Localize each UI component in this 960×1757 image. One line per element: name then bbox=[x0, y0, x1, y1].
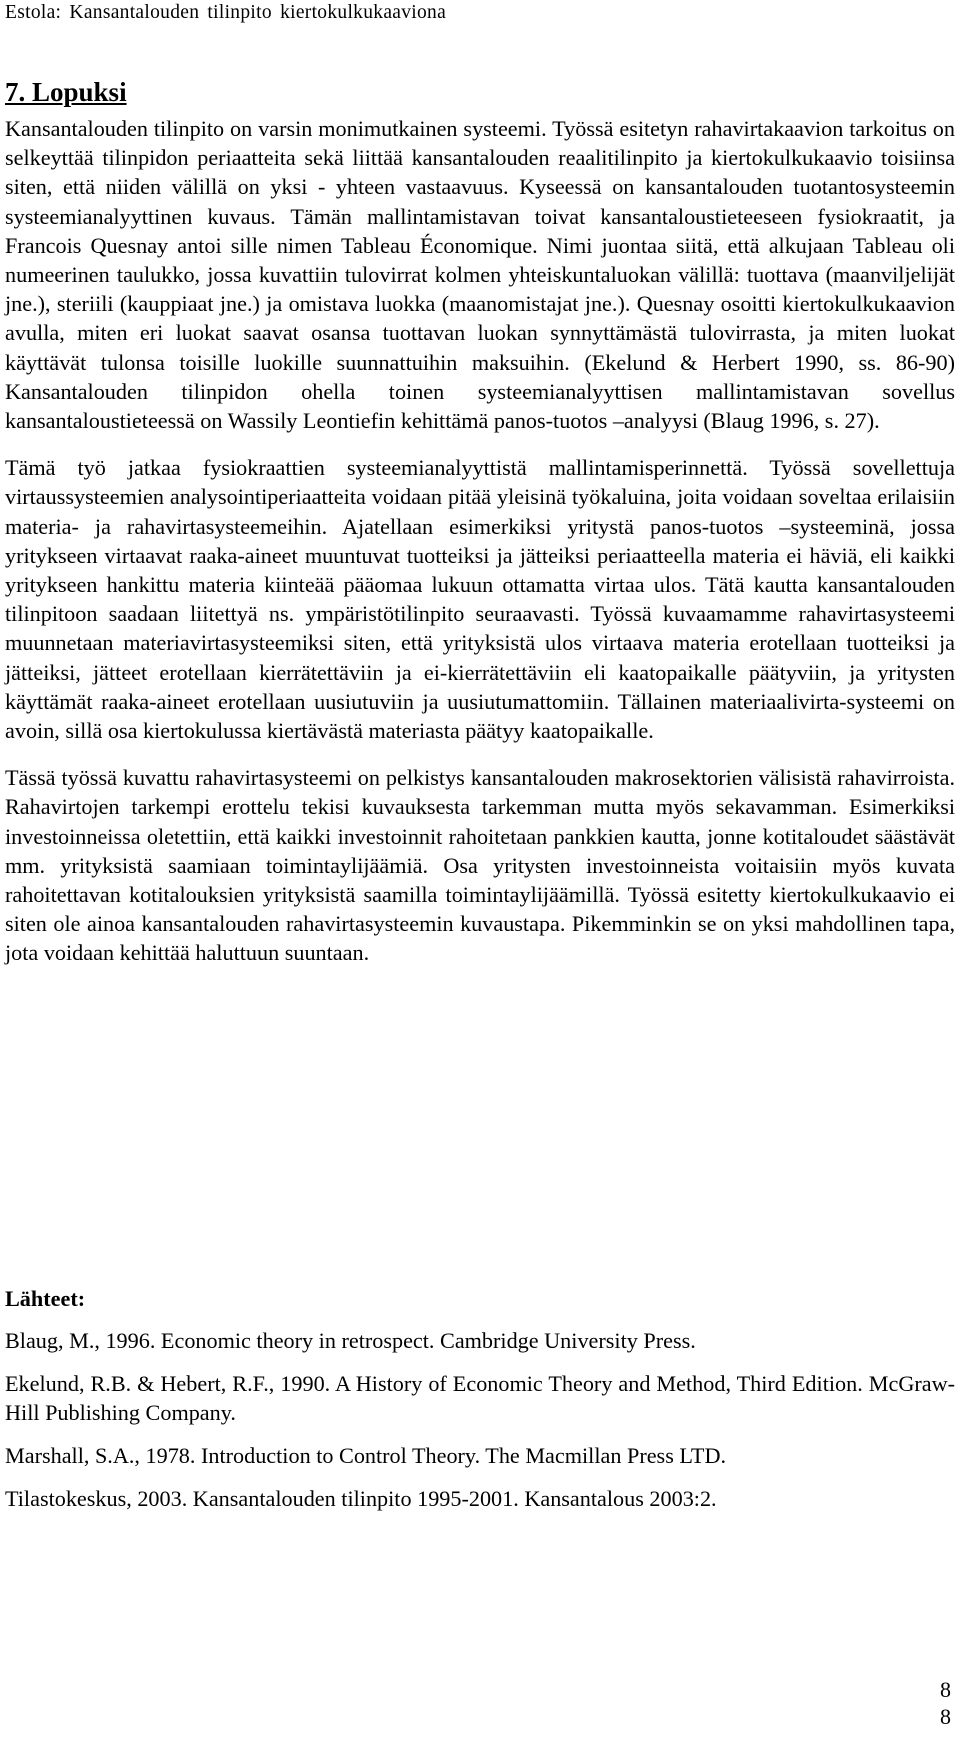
paragraph-physiocrats: Tämä työ jatkaa fysiokraattien systeemianalyyttistä mallintamisperinnettä. Työssä sovellettuja virtaussysteemien analysointiperiaatteita voidaan pitää yleisinä työkaluina, joita voidaan soveltaa erilaisiin materia- ja rahavirtasysteemeihin. Ajatellaan esimerkiksi yritystä panos-tuotos –systeeminä, jossa yritykseen virtaavat raaka-aineet muuntuvat tuotteiksi ja jätteiksi periaatteella materia ei häviä, eli kaikki yritykseen hankittu materia kiinteää pääomaa lukuun ottamatta virtaa ulos. Tätä kautta kansantalouden tilinpitoon saadaan liitettyä ns. ympäristötilinpito seuraavasti. Työssä kuvaamamme rahavirtasysteemi muunnetaan materiavirtasysteemiksi siten, että yrityksistä ulos virtaava materia erotellaan tuotteiksi ja jätteiksi, jätteet erotellaan kierrätettäviin ja ei-kierrätettäviin eli kaatopaikalle päätyviin, ja yritysten käyttämät raaka-aineet erotellaan uusiutuviin ja uusiutumattomiin. Tällainen materiaalivirta-systeemi on avoin, sillä osa kiertokulussa kiertävästä materiasta päätyy kaatopaikalle. bbox=[5, 455, 955, 744]
paragraph-intro: Kansantalouden tilinpito on varsin monimutkainen systeemi. Työssä esitetyn rahavirtakaavion tarkoitus on selkeyttää tilinpidon periaatteita sekä liittää kansantalouden reaalitilinpito ja kiertokulkukaavio toisiinsa siten, että niiden välillä on yksi - yhteen vastaavuus. Kyseessä on kansantalouden tuotantosysteemin systeemianalyyttinen kuvaus. Tämän mallintamistavan toivat kansantaloustieteeseen fysiokraatit, ja Francois Quesnay antoi sille nimen Tableau Économique. Nimi juontaa siitä, että alkujaan Tableau oli numeerinen taulukko, jossa kuvattiin tulovirrat kolmen yhteiskuntaluokan välillä: tuottava (maanviljelijät jne.), steriili (kauppiaat jne.) ja omistava luokka (maanomistajat jne.). Quesnay osoitti kiertokulkukaavion avulla, miten eri luokat saavat osansa tuottavan luokan synnyttämästä tulovirrasta, ja miten luokat käyttävät tulonsa toisille luokille suunnattuihin maksuihin. (Ekelund & Herbert 1990, ss. 86-90) Kansantalouden tilinpidon ohella toinen systeemianalyyttisen mallintamistavan sovellus kansantaloustieteessä on Wassily Leontiefin kehittämä panos-tuotos –analyysi (Blaug 1996, s. 27). bbox=[5, 116, 955, 434]
references-section bbox=[5, 1284, 955, 1527]
reference-item: Tilastokeskus, 2003. Kansantalouden tilinpito 1995-2001. Kansantalous 2003:2. bbox=[5, 1486, 717, 1511]
reference-item: Blaug, M., 1996. Economic theory in retrospect. Cambridge University Press. bbox=[5, 1328, 696, 1353]
chapter-heading: 7. Lopuksi bbox=[5, 77, 127, 107]
reference-item: Ekelund, R.B. & Hebert, R.F., 1990. A History of Economic Theory and Method, Third Edition. McGraw-Hill Publishing Company. bbox=[5, 1371, 955, 1425]
page-number-lower: 8 bbox=[940, 1704, 951, 1729]
reference-item: Marshall, S.A., 1978. Introduction to Control Theory. The Macmillan Press LTD. bbox=[5, 1443, 727, 1468]
page-number bbox=[940, 1676, 951, 1730]
page-number-upper: 8 bbox=[940, 1677, 951, 1702]
paragraph-simplification: Tässä työssä kuvattu rahavirtasysteemi on pelkistys kansantalouden makrosektorien välisistä rahavirroista. Rahavirtojen tarkempi erottelu tekisi kuvauksesta tarkemman mutta myös sekavamman. Esimerkiksi investoinneissa oletettiin, että kaikki investoinnit rahoitetaan pankkien kautta, jonne kotitaloudet säästävät mm. yrityksistä saamiaan toimintaylijäämiä. Osa yritysten investoinneista voitaisiin myös kuvata rahoitettavan kotitalouksien yrityksistä saamilla toimintaylijäämillä. Työssä esitetty kiertokulkukaavio ei siten ole ainoa kansantalouden rahavirtasysteemin kuvaustapa. Pikemminkin se on yksi mahdollinen tapa, jota voidaan kehittää haluttuun suuntaan. bbox=[5, 765, 955, 966]
body-text bbox=[5, 114, 955, 986]
references-heading: Lähteet: bbox=[5, 1286, 86, 1311]
running-header: Estola: Kansantalouden tilinpito kiertokulkukaaviona bbox=[5, 2, 447, 23]
